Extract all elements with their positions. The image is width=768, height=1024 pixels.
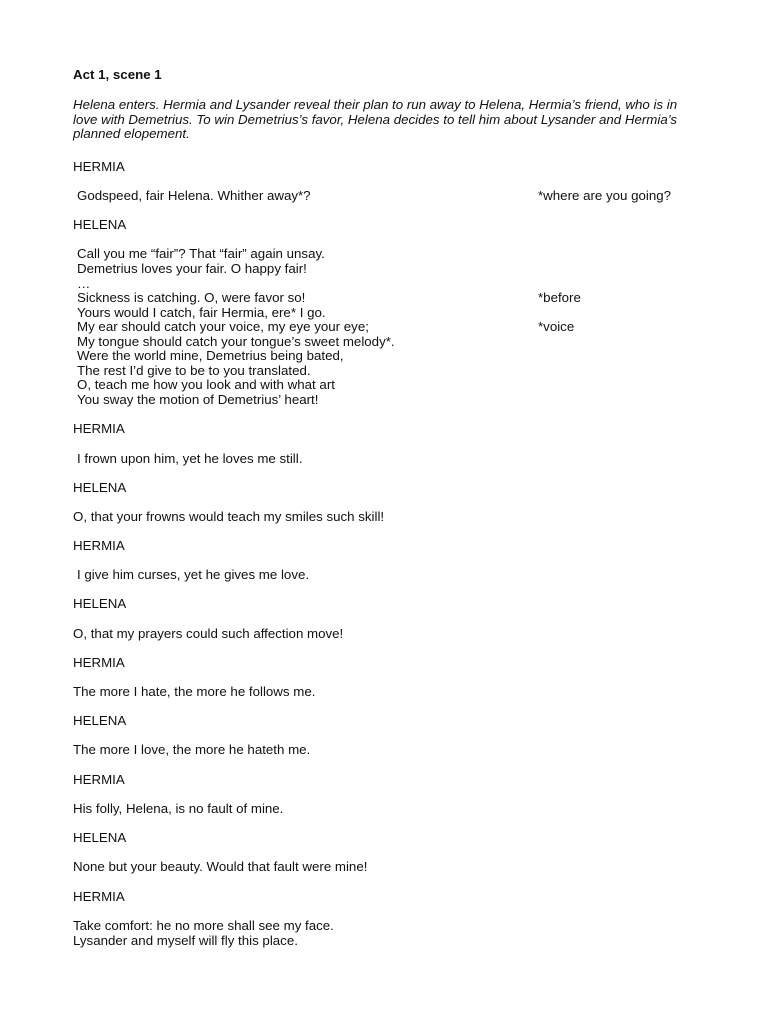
- dialogue-line: Sickness is catching. O, were favor so!: [77, 290, 306, 305]
- dialogue-line: You sway the motion of Demetrius’ heart!: [77, 392, 319, 407]
- dialogue-line: Lysander and myself will fly this place.: [73, 933, 298, 948]
- speaker-name: HERMIA: [73, 159, 125, 174]
- speaker-name: HERMIA: [73, 772, 125, 787]
- gloss-note: *where are you going?: [538, 188, 672, 203]
- document-page: [73, 0, 768, 1024]
- speaker-name: HERMIA: [73, 538, 125, 553]
- dialogue-line: My tongue should catch your tongue’s sweet melody*.: [77, 334, 395, 349]
- dialogue-line: None but your beauty. Would that fault were mine!: [73, 859, 368, 874]
- speaker-name: HELENA: [73, 596, 127, 611]
- scene-title: Act 1, scene 1: [73, 67, 162, 82]
- dialogue-line: Demetrius loves your fair. O happy fair!: [77, 261, 307, 276]
- dialogue-line: My ear should catch your voice, my eye your eye;: [77, 319, 369, 334]
- dialogue-line: Godspeed, fair Helena. Whither away*?: [77, 188, 311, 203]
- dialogue-line: The more I love, the more he hateth me.: [73, 742, 311, 757]
- speaker-name: HELENA: [73, 830, 127, 845]
- speaker-name: HERMIA: [73, 421, 125, 436]
- dialogue-line: The rest I’d give to be to you translated.: [77, 363, 311, 378]
- dialogue-line: O, that your frowns would teach my smiles such skill!: [73, 509, 385, 524]
- dialogue-line: Call you me “fair”? That “fair” again unsay.: [77, 246, 325, 261]
- gloss-note: *before: [538, 290, 581, 305]
- dialogue-line: O, teach me how you look and with what art: [77, 377, 335, 392]
- dialogue-line: I give him curses, yet he gives me love.: [77, 567, 310, 582]
- dialogue-line: O, that my prayers could such affection move!: [73, 626, 344, 641]
- dialogue-line: I frown upon him, yet he loves me still.: [77, 451, 303, 466]
- dialogue-line: Yours would I catch, fair Hermia, ere* I go.: [77, 305, 326, 320]
- gloss-note: *voice: [538, 319, 575, 334]
- dialogue-line: Take comfort: he no more shall see my face.: [73, 918, 334, 933]
- dialogue-line: The more I hate, the more he follows me.: [73, 684, 316, 699]
- dialogue-line: …: [77, 276, 91, 291]
- scene-summary: Helena enters. Hermia and Lysander reveal their plan to run away to Helena, Hermia’s friend, who is in love with Demetrius. To win Demetrius’s favor, Helena decides to tell him about Lysander and Hermia’s planned elopement.: [73, 97, 678, 142]
- dialogue-line: Were the world mine, Demetrius being bated,: [77, 348, 344, 363]
- speaker-name: HELENA: [73, 480, 127, 495]
- dialogue-line: His folly, Helena, is no fault of mine.: [73, 801, 284, 816]
- speaker-name: HELENA: [73, 217, 127, 232]
- speaker-name: HERMIA: [73, 889, 125, 904]
- speaker-name: HERMIA: [73, 655, 125, 670]
- speaker-name: HELENA: [73, 713, 127, 728]
